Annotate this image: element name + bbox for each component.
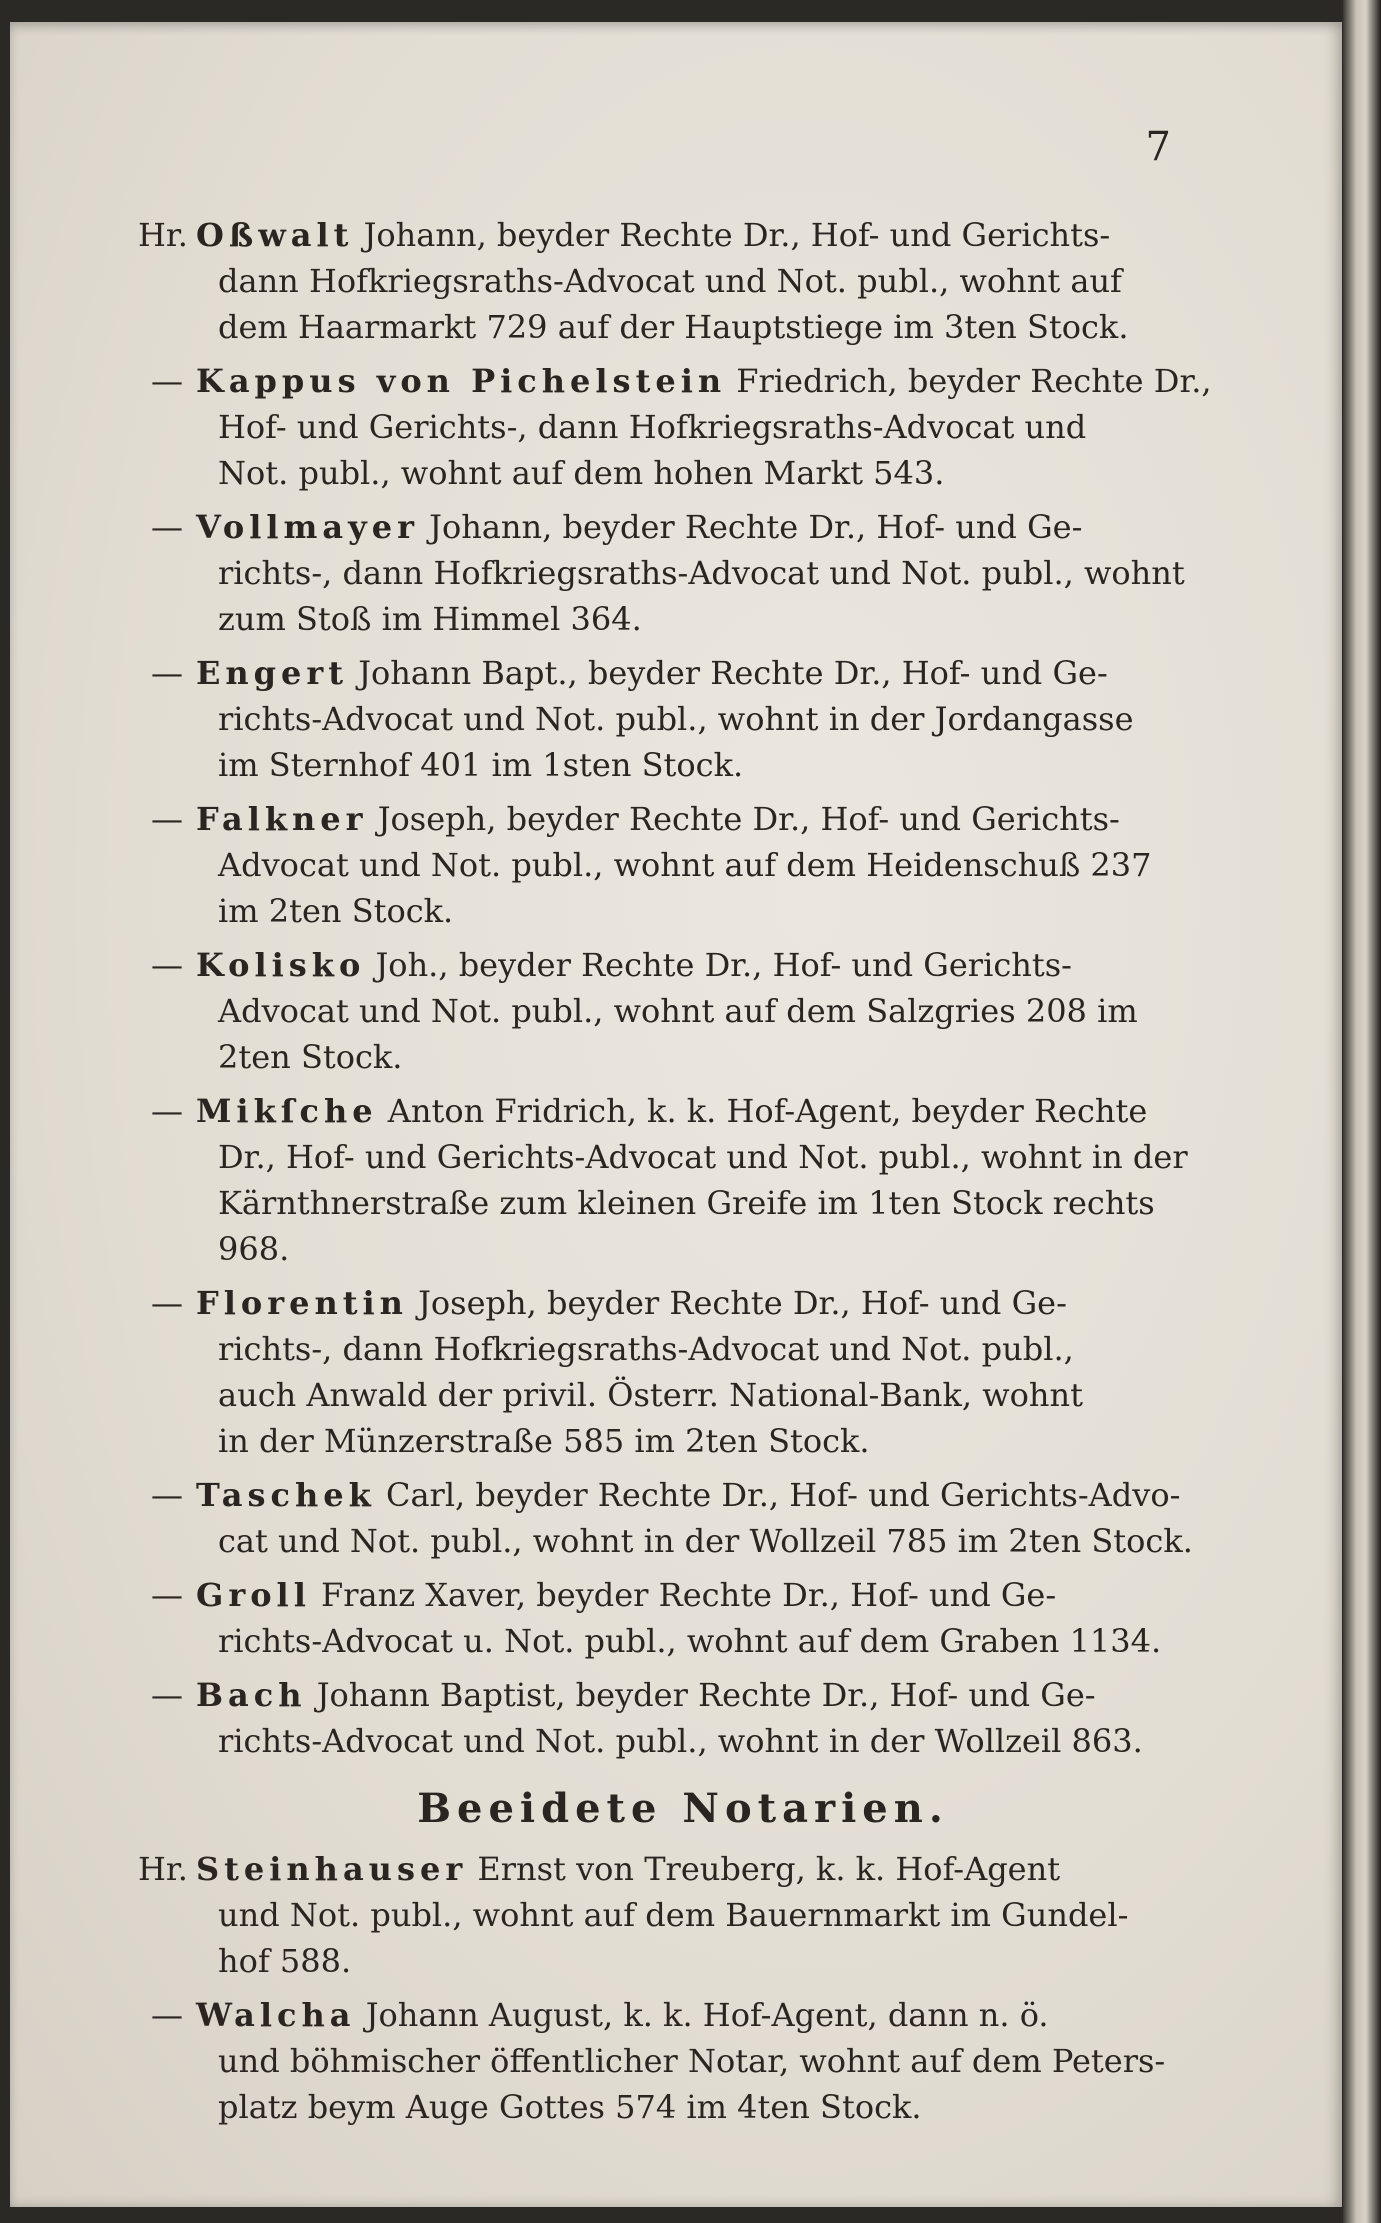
entry-first-line	[138, 1280, 1228, 1326]
entry-prefix: —	[151, 1996, 183, 2034]
entry-prefix: Hr.	[138, 216, 188, 254]
entry-name: Oßwalt	[196, 216, 354, 254]
entry-continuation-line: 2ten Stock.	[218, 1038, 403, 1076]
page-content	[138, 212, 1228, 2138]
entry-text: Johann Baptist, beyder Rechte Dr., Hof- und Ge-	[316, 1676, 1096, 1714]
entry-text: Joseph, beyder Rechte Dr., Hof- und Gerichts-	[377, 800, 1120, 838]
entry-continuation-line: cat und Not. publ., wohnt in der Wollzeil 785 im 2ten Stock.	[218, 1522, 1193, 1560]
page-number: 7	[1145, 124, 1172, 170]
entry-prefix: —	[151, 1576, 183, 1614]
entry-prefix: —	[151, 654, 183, 692]
entry-continuation-line: hof 588.	[218, 1942, 352, 1980]
entry-continuation-line: richts-, dann Hofkriegsraths-Advocat und Not. publ.,	[218, 1330, 1074, 1368]
list-entry	[138, 1846, 1228, 1984]
entry-continuation-line: richts-Advocat u. Not. publ., wohnt auf dem Graben 1134.	[218, 1622, 1162, 1660]
advocate-list	[138, 212, 1228, 1764]
list-entry	[138, 1088, 1228, 1272]
entry-prefix: —	[151, 362, 183, 400]
entry-text: Joseph, beyder Rechte Dr., Hof- und Ge-	[418, 1284, 1067, 1322]
entry-continuation-line: im 2ten Stock.	[218, 892, 454, 930]
entry-first-line	[138, 1472, 1228, 1518]
entry-continuation-line: Advocat und Not. publ., wohnt auf dem Salzgries 208 im	[218, 992, 1138, 1030]
entry-text: Joh., beyder Rechte Dr., Hof- und Gerichts-	[375, 946, 1072, 984]
entry-first-line	[138, 1672, 1228, 1718]
list-entry	[138, 942, 1228, 1080]
entry-name: Taschek	[196, 1476, 376, 1514]
entry-name: Falkner	[196, 800, 368, 838]
entry-name: Mikſche	[196, 1092, 378, 1130]
entry-continuation-line: und Not. publ., wohnt auf dem Bauernmarkt im Gundel-	[218, 1896, 1129, 1934]
entry-text: Carl, beyder Rechte Dr., Hof- und Gerichts-Advo-	[385, 1476, 1181, 1514]
entry-name: Engert	[196, 654, 349, 692]
entry-continuation-line: und böhmischer öffentlicher Notar, wohnt auf dem Peters-	[218, 2042, 1166, 2080]
entry-prefix: —	[151, 1676, 183, 1714]
entry-name: Vollmayer	[196, 508, 419, 546]
entry-text: Johann August, k. k. Hof-Agent, dann n. ö.	[365, 1996, 1049, 2034]
entry-text: Ernst von Treuberg, k. k. Hof-Agent	[477, 1850, 1061, 1888]
entry-first-line	[138, 504, 1228, 550]
book-edge	[1343, 0, 1381, 2223]
entry-first-line	[138, 1572, 1228, 1618]
entry-prefix: —	[151, 946, 183, 984]
entry-name: Kolisko	[196, 946, 366, 984]
entry-text: Franz Xaver, beyder Rechte Dr., Hof- und Ge-	[321, 1576, 1057, 1614]
entry-continuation-line: in der Münzerstraße 585 im 2ten Stock.	[218, 1422, 870, 1460]
entry-continuation-line: richts-, dann Hofkriegsraths-Advocat und Not. publ., wohnt	[218, 554, 1185, 592]
entry-continuation-line: Not. publ., wohnt auf dem hohen Markt 543.	[218, 454, 945, 492]
list-entry	[138, 212, 1228, 350]
entry-name: Steinhauser	[196, 1850, 468, 1888]
list-entry	[138, 650, 1228, 788]
entry-continuation-line: Hof- und Gerichts-, dann Hofkriegsraths-Advocat und	[218, 408, 1087, 446]
list-entry	[138, 1672, 1228, 1764]
entry-text: Anton Fridrich, k. k. Hof-Agent, beyder Rechte	[387, 1092, 1148, 1130]
entry-continuation-line: platz beym Auge Gottes 574 im 4ten Stock.	[218, 2088, 922, 2126]
entry-prefix: —	[151, 508, 183, 546]
entry-text: Johann Bapt., beyder Rechte Dr., Hof- und Ge-	[358, 654, 1108, 692]
entry-first-line	[138, 1088, 1228, 1134]
entry-first-line	[138, 358, 1228, 404]
list-entry	[138, 358, 1228, 496]
entry-first-line	[138, 212, 1228, 258]
entry-text: Johann, beyder Rechte Dr., Hof- und Gerichts-	[363, 216, 1111, 254]
list-entry	[138, 504, 1228, 642]
list-entry	[138, 1280, 1228, 1464]
entry-continuation-line: auch Anwald der privil. Österr. National-Bank, wohnt	[218, 1376, 1083, 1414]
entry-continuation-line: richts-Advocat und Not. publ., wohnt in der Wollzeil 863.	[218, 1722, 1143, 1760]
entry-first-line	[138, 650, 1228, 696]
entry-prefix: —	[151, 800, 183, 838]
entry-continuation-line: richts-Advocat und Not. publ., wohnt in der Jordangasse	[218, 700, 1134, 738]
entry-continuation-line: zum Stoß im Himmel 364.	[218, 600, 642, 638]
notary-list	[138, 1846, 1228, 2130]
list-entry	[138, 1472, 1228, 1564]
list-entry	[138, 1572, 1228, 1664]
entry-prefix: —	[151, 1476, 183, 1514]
entry-continuation-line: im Sternhof 401 im 1sten Stock.	[218, 746, 744, 784]
entry-first-line	[138, 942, 1228, 988]
entry-prefix: —	[151, 1284, 183, 1322]
entry-first-line	[138, 1846, 1228, 1892]
entry-text: Johann, beyder Rechte Dr., Hof- und Ge-	[429, 508, 1083, 546]
entry-continuation-line: dem Haarmarkt 729 auf der Hauptstiege im 3ten Stock.	[218, 308, 1129, 346]
list-entry	[138, 796, 1228, 934]
entry-continuation-line: dann Hofkriegsraths-Advocat und Not. publ., wohnt auf	[218, 262, 1122, 300]
entry-first-line	[138, 1992, 1228, 2038]
entry-name: Bach	[196, 1676, 307, 1714]
book-page	[10, 22, 1342, 2207]
entry-prefix: Hr.	[138, 1850, 188, 1888]
entry-text: Friedrich, beyder Rechte Dr.,	[736, 362, 1212, 400]
section-heading: Beeidete Notarien.	[417, 1785, 949, 1832]
entry-first-line	[138, 796, 1228, 842]
entry-name: Walcha	[196, 1996, 356, 2034]
entry-continuation-line: Advocat und Not. publ., wohnt auf dem Heidenschuß 237	[218, 846, 1152, 884]
entry-continuation-line: Dr., Hof- und Gerichts-Advocat und Not. publ., wohnt in der	[218, 1138, 1188, 1176]
entry-name: Kappus von Pichelstein	[196, 362, 727, 400]
entry-name: Groll	[196, 1576, 311, 1614]
entry-name: Florentin	[196, 1284, 408, 1322]
entry-prefix: —	[151, 1092, 183, 1130]
list-entry	[138, 1992, 1228, 2130]
entry-continuation-line: Kärnthnerstraße zum kleinen Greife im 1ten Stock rechts 968.	[218, 1184, 1155, 1268]
